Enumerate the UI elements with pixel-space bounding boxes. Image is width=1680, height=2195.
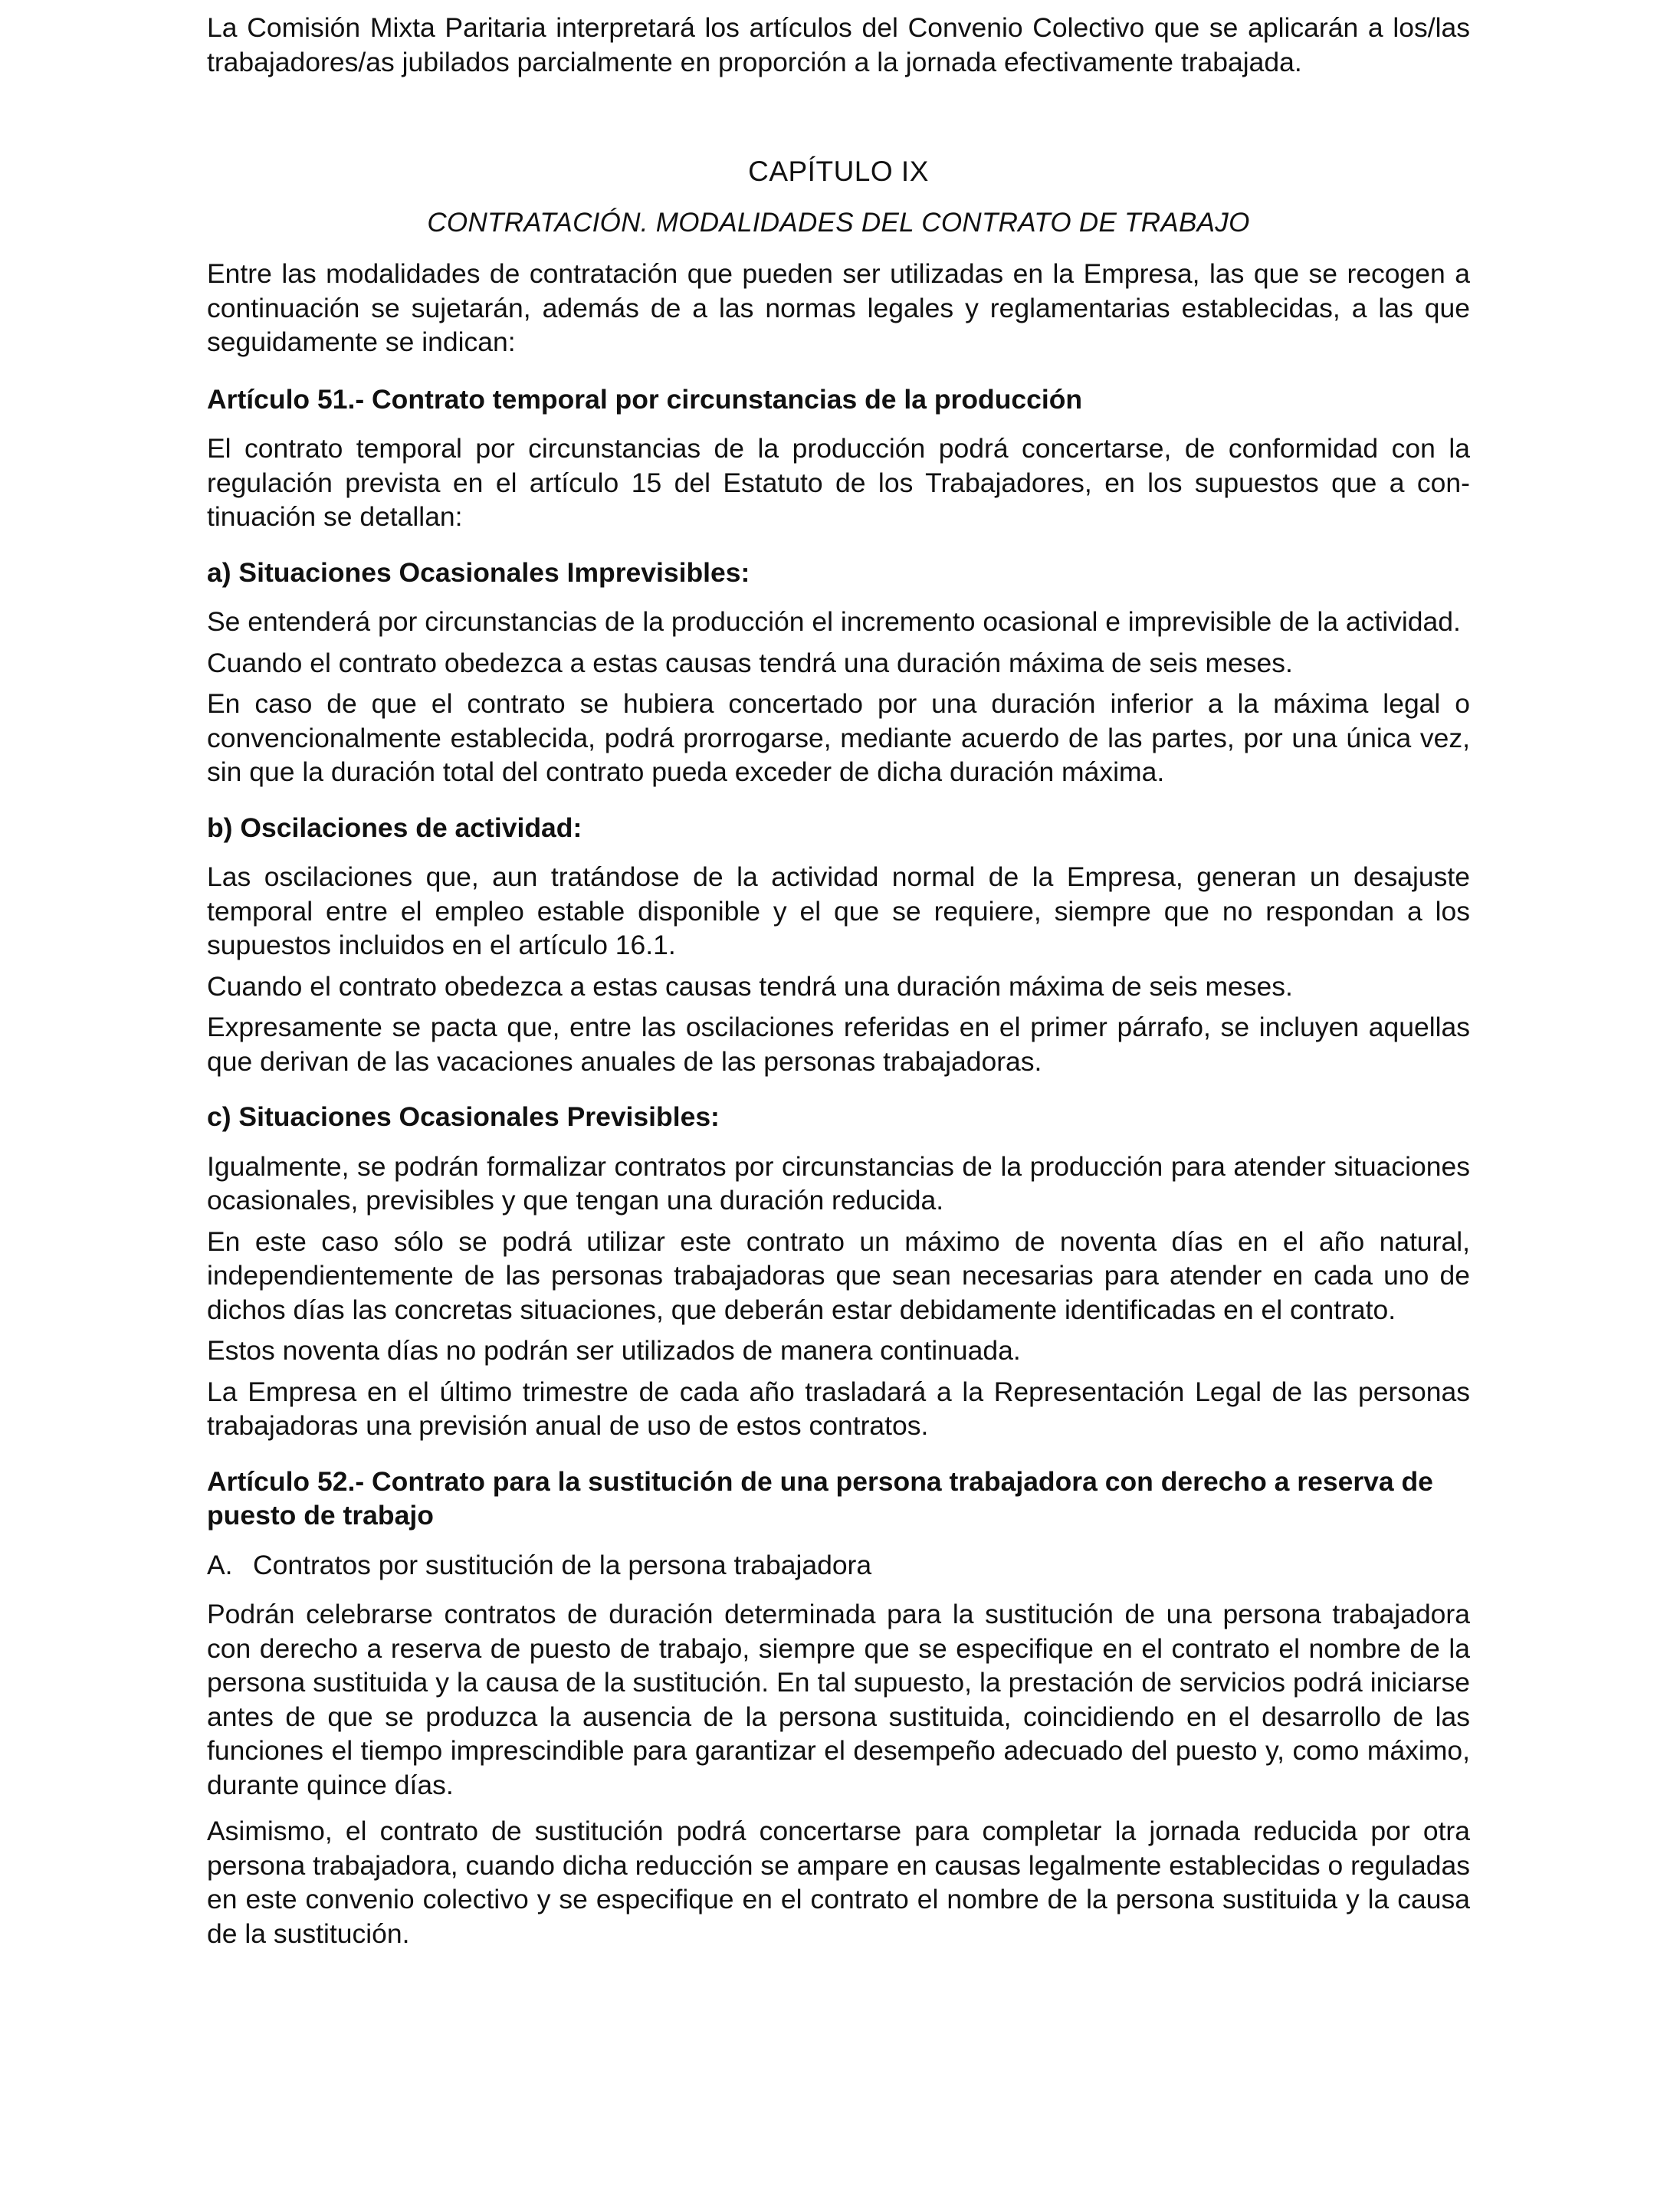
list-item-marker: A. [207, 1549, 233, 1580]
section-b-paragraph-3: Expresamente se pacta que, entre las oscilaciones referidas en el primer párrafo, se incluyen aquellas que derivan de las vacaciones anuales de las personas trabajadoras. [207, 1012, 1470, 1077]
section-a-paragraph-1: Se entenderá por circunstancias de la producción el incremento ocasional e imprevisible de la actividad. [207, 606, 1461, 637]
section-c-paragraph-4: La Empresa en el último trimestre de cada año trasladará a la Representación Legal de las personas trabajadoras una previsión anual de uso de estos contratos. [207, 1376, 1470, 1441]
section-b-heading: b) Oscilaciones de actividad: [207, 812, 582, 843]
list-item-text: Contratos por sustitución de la persona trabajadora [253, 1549, 872, 1580]
section-spacer [207, 79, 1470, 154]
intro-paragraph: La Comisión Mixta Paritaria interpretará los artículos del Convenio Colectivo que se aplicarán a los/las trabajadores/as jubilados parcialmente en proporción a la jornada efectivamente trabajada. [207, 12, 1470, 77]
section-a-heading: a) Situaciones Ocasionales Imprevisibles: [207, 556, 750, 588]
section-a-paragraph-2: Cuando el contrato obedezca a estas causas tendrá una duración máxima de seis meses. [207, 647, 1293, 678]
section-c-paragraph-2: En este caso sólo se podrá utilizar este contrato un máximo de noventa días en el año natural, independientemente de las personas trabajadoras que sean necesarias para atender en cada uno de dichos días las concretas situaciones, que deberán estar debidamente identificadas en el contrato. [207, 1225, 1470, 1325]
chapter-subtitle: CONTRATACIÓN. MODALIDADES DEL CONTRATO DE TRABAJO [427, 208, 1250, 238]
section-c-heading: c) Situaciones Ocasionales Previsibles: [207, 1101, 720, 1132]
section-c-paragraph-3: Estos noventa días no podrán ser utilizados de manera continuada. [207, 1335, 1021, 1366]
article-51-intro: El contrato temporal por circunstancias de la producción podrá concertarse, de conformidad con la regulación prevista en el artículo 15 del Estatuto de los Trabajadores, en los supuestos que a continuación se detallan: [207, 433, 1470, 532]
article-52-paragraph-2: Asimismo, el contrato de sustitución podrá concertarse para completar la jornada reducida por otra persona trabajadora, cuando dicha reducción se ampare en causas legalmente establecidas o reguladas en este convenio colectivo y se especifique en el contrato el nombre de la persona sustituida y la causa de la sustitución. [207, 1816, 1470, 1949]
document-page [207, 11, 1470, 1951]
section-b-paragraph-1: Las oscilaciones que, aun tratándose de la actividad normal de la Empresa, generan un desajuste temporal entre el empleo estable disponible y el que se requiere, siempre que no respondan a los supuestos incluidos en el artículo 16.1. [207, 861, 1470, 960]
section-b-paragraph-2: Cuando el contrato obedezca a estas causas tendrá una duración máxima de seis meses. [207, 970, 1293, 1002]
chapter-title: CAPÍTULO IX [748, 156, 929, 187]
article-52-paragraph-1: Podrán celebrarse contratos de duración determinada para la sustitución de una persona trabajadora con derecho a reserva de puesto de trabajo, siempre que se especifique en el contrato el nombre de la persona sustituida y la causa de la sustitución. En tal supuesto, la prestación de servicios podrá iniciarse antes de que se produzca la ausencia de la persona sustituida, coincidiendo en el desarrollo de las funciones el tiempo imprescindible para garantizar el desempeño adecuado del puesto y, como máximo, durante quince días. [207, 1599, 1470, 1800]
section-c-paragraph-1: Igualmente, se podrán formalizar contratos por circunstancias de la producción para atender situaciones ocasionales, previsibles y que tengan una duración reducida. [207, 1150, 1470, 1216]
chapter-intro: Entre las modalidades de contratación que pueden ser utilizadas en la Empresa, las que se recogen a continuación se sujetarán, además de a las normas legales y reglamentarias establecidas, a las que seguidamente se indican: [207, 258, 1470, 357]
section-a-paragraph-3: En caso de que el contrato se hubiera concertado por una duración inferior a la máxima legal o convencionalmente establecida, podrá prorrogarse, mediante acuerdo de las partes, por una única vez, sin que la duración total del contrato pueda exceder de dicha duración máxima. [207, 688, 1470, 787]
article-52-heading: Artículo 52.- Contrato para la sustitución de una persona trabajadora con derecho a reserva de puesto de trabajo [207, 1465, 1433, 1531]
article-51-heading: Artículo 51.- Contrato temporal por circunstancias de la producción [207, 383, 1083, 415]
list-item [207, 1548, 1470, 1583]
